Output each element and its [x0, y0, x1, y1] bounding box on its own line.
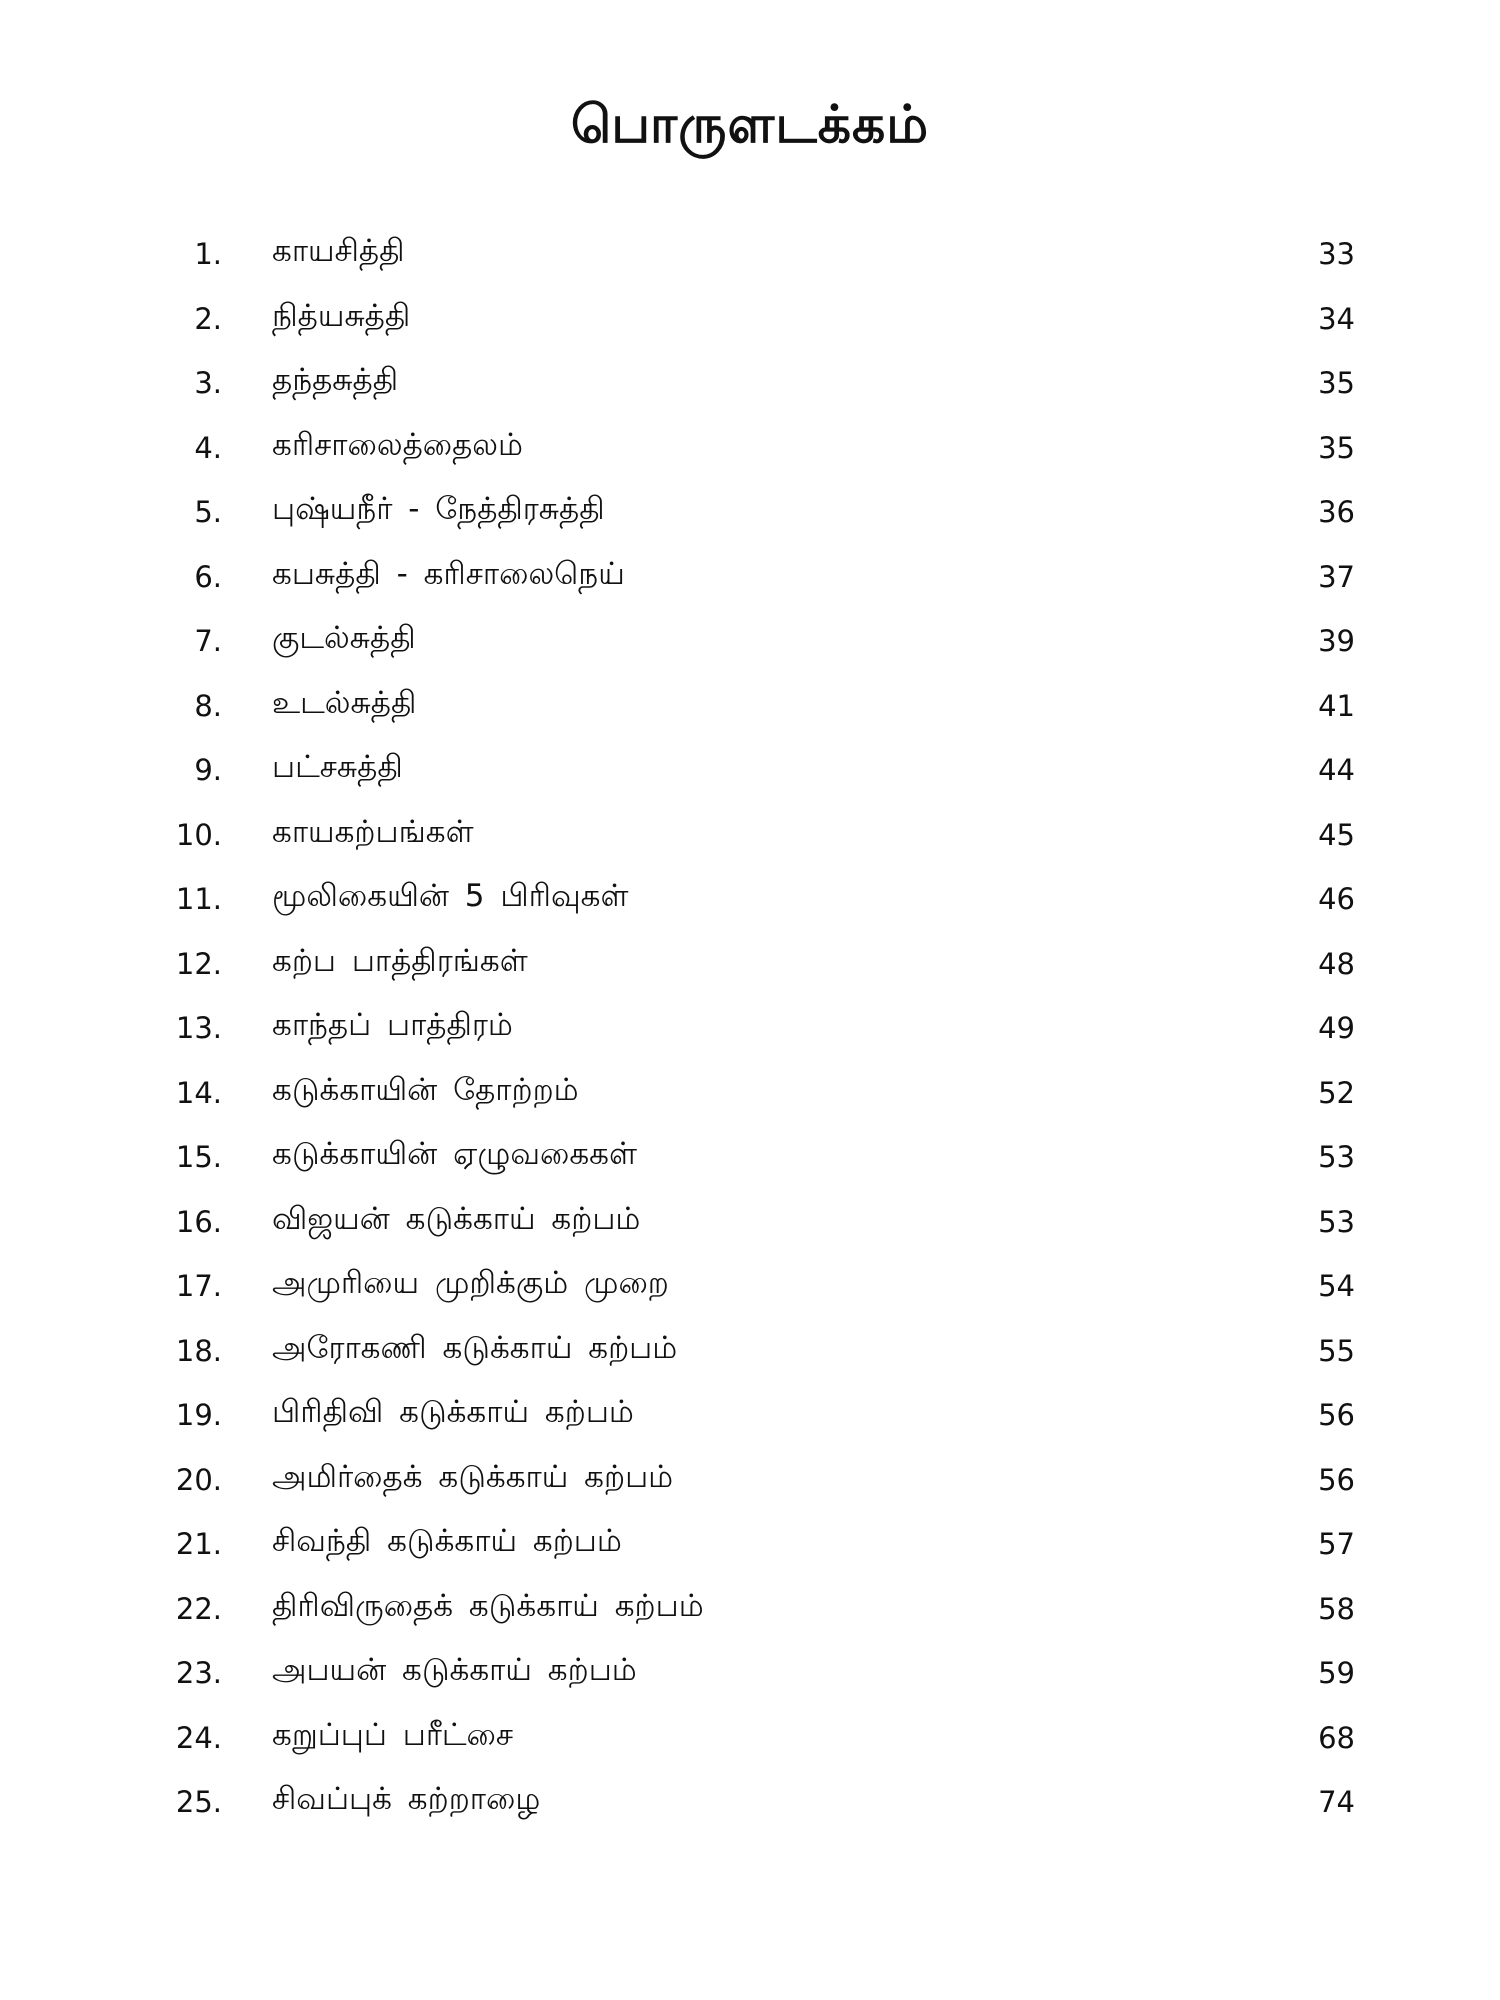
- toc-number: 17.: [175, 1269, 222, 1303]
- toc-number: 9.: [194, 753, 222, 787]
- toc-row: [0, 677, 1500, 742]
- toc-row: [0, 999, 1500, 1064]
- toc-title: பிரிதிவி கடுக்காய் கற்பம்: [272, 1394, 634, 1430]
- toc-page-number: 58: [1318, 1591, 1355, 1626]
- toc-number: 8.: [194, 688, 222, 723]
- toc-title: காயகற்பங்கள்: [272, 813, 474, 850]
- toc-number: 2.: [194, 301, 222, 336]
- toc-row: [0, 1386, 1500, 1451]
- toc-page-number: 59: [1318, 1656, 1355, 1690]
- toc-page-number: 46: [1318, 882, 1355, 916]
- toc-title: அரோகணி கடுக்காய் கற்பம்: [272, 1329, 678, 1366]
- toc-page-number: 35: [1318, 366, 1355, 400]
- toc-row: [0, 548, 1500, 613]
- toc-page-number: 49: [1318, 1011, 1355, 1045]
- toc-page-number: 41: [1318, 688, 1355, 723]
- toc-number: 13.: [175, 1011, 222, 1045]
- toc-row: [0, 1128, 1500, 1193]
- toc-title: சிவப்புக் கற்றாழை: [272, 1781, 541, 1817]
- toc-title: விஜயன் கடுக்காய் கற்பம்: [272, 1200, 641, 1237]
- toc-page-number: 56: [1318, 1462, 1355, 1497]
- toc-row: [0, 1644, 1500, 1709]
- toc-number: 1.: [194, 237, 222, 271]
- toc-title: சிவந்தி கடுக்காய் கற்பம்: [272, 1523, 622, 1559]
- toc-row: [0, 612, 1500, 677]
- toc-title: அமுரியை முறிக்கும் முறை: [272, 1265, 669, 1301]
- toc-page-number: 57: [1318, 1527, 1355, 1561]
- toc-number: 23.: [175, 1656, 222, 1690]
- toc-page-number: 55: [1318, 1333, 1355, 1368]
- toc-number: 3.: [194, 366, 222, 400]
- toc-number: 7.: [194, 624, 222, 658]
- toc-number: 25.: [175, 1785, 222, 1819]
- toc-row: [0, 806, 1500, 871]
- page-title: பொருளடக்கம்: [570, 95, 930, 155]
- toc-title: கடுக்காயின் ஏழுவகைகள்: [272, 1136, 637, 1172]
- toc-number: 21.: [175, 1527, 222, 1561]
- toc-title: திரிவிருதைக் கடுக்காய் கற்பம்: [272, 1587, 704, 1624]
- toc-page-number: 53: [1318, 1204, 1355, 1239]
- toc-row: [0, 1257, 1500, 1322]
- toc-row: [0, 290, 1500, 355]
- toc-title: கறுப்புப் பரீட்சை: [272, 1716, 514, 1753]
- toc-title: கடுக்காயின் தோற்றம்: [272, 1071, 579, 1108]
- toc-row: [0, 1709, 1500, 1774]
- toc-page-number: 39: [1318, 624, 1355, 658]
- toc-title: அபயன் கடுக்காய் கற்பம்: [272, 1652, 637, 1688]
- toc-page-number: 37: [1318, 559, 1355, 594]
- toc-row: [0, 419, 1500, 484]
- toc-number: 20.: [175, 1462, 222, 1497]
- toc-page-number: 56: [1318, 1398, 1355, 1432]
- toc-title: பட்சசுத்தி: [272, 749, 403, 785]
- toc-title: கற்ப பாத்திரங்கள்: [272, 942, 528, 979]
- toc-number: 6.: [194, 559, 222, 594]
- toc-number: 10.: [175, 817, 222, 852]
- toc-page-number: 34: [1318, 301, 1355, 336]
- toc-title: காந்தப் பாத்திரம்: [272, 1007, 513, 1043]
- toc-title: தந்தசுத்தி: [272, 362, 399, 398]
- toc-number: 15.: [175, 1140, 222, 1174]
- toc-page-number: 53: [1318, 1140, 1355, 1174]
- toc-row: [0, 1064, 1500, 1129]
- toc-row: [0, 741, 1500, 806]
- toc-number: 11.: [175, 882, 222, 916]
- toc-title: உடல்சுத்தி: [272, 684, 417, 721]
- toc-number: 12.: [175, 946, 222, 981]
- toc-row: [0, 935, 1500, 1000]
- toc-row: [0, 225, 1500, 290]
- toc-page-number: 33: [1318, 237, 1355, 271]
- toc-page-number: 68: [1318, 1720, 1355, 1755]
- toc-row: [0, 1451, 1500, 1516]
- toc-title: மூலிகையின் 5 பிரிவுகள்: [272, 878, 629, 914]
- toc-row: [0, 1773, 1500, 1838]
- toc-page-number: 54: [1318, 1269, 1355, 1303]
- toc-number: 4.: [194, 430, 222, 465]
- toc-number: 18.: [175, 1333, 222, 1368]
- toc-number: 19.: [175, 1398, 222, 1432]
- toc-page-number: 52: [1318, 1075, 1355, 1110]
- toc-number: 14.: [175, 1075, 222, 1110]
- toc-row: [0, 483, 1500, 548]
- toc-title: கபசுத்தி - கரிசாலைநெய்: [272, 555, 625, 592]
- toc-page-number: 74: [1318, 1785, 1355, 1819]
- toc-title: காயசித்தி: [272, 233, 405, 269]
- toc-page-number: 44: [1318, 753, 1355, 787]
- toc-title: நித்யசுத்தி: [272, 297, 411, 334]
- toc-title: புஷ்யநீர் - நேத்திரசுத்தி: [272, 491, 605, 527]
- table-of-contents: [0, 225, 1500, 1838]
- toc-row: [0, 1193, 1500, 1258]
- toc-row: [0, 1322, 1500, 1387]
- toc-row: [0, 1515, 1500, 1580]
- toc-number: 16.: [175, 1204, 222, 1239]
- toc-row: [0, 1580, 1500, 1645]
- toc-number: 5.: [194, 495, 222, 529]
- toc-title: கரிசாலைத்தைலம்: [272, 426, 523, 463]
- toc-page-number: 36: [1318, 495, 1355, 529]
- toc-row: [0, 354, 1500, 419]
- toc-page-number: 48: [1318, 946, 1355, 981]
- toc-page-number: 35: [1318, 430, 1355, 465]
- toc-title: அமிர்தைக் கடுக்காய் கற்பம்: [272, 1458, 674, 1495]
- toc-row: [0, 870, 1500, 935]
- toc-number: 22.: [175, 1591, 222, 1626]
- toc-page-number: 45: [1318, 817, 1355, 852]
- toc-title: குடல்சுத்தி: [272, 620, 416, 656]
- toc-number: 24.: [175, 1720, 222, 1755]
